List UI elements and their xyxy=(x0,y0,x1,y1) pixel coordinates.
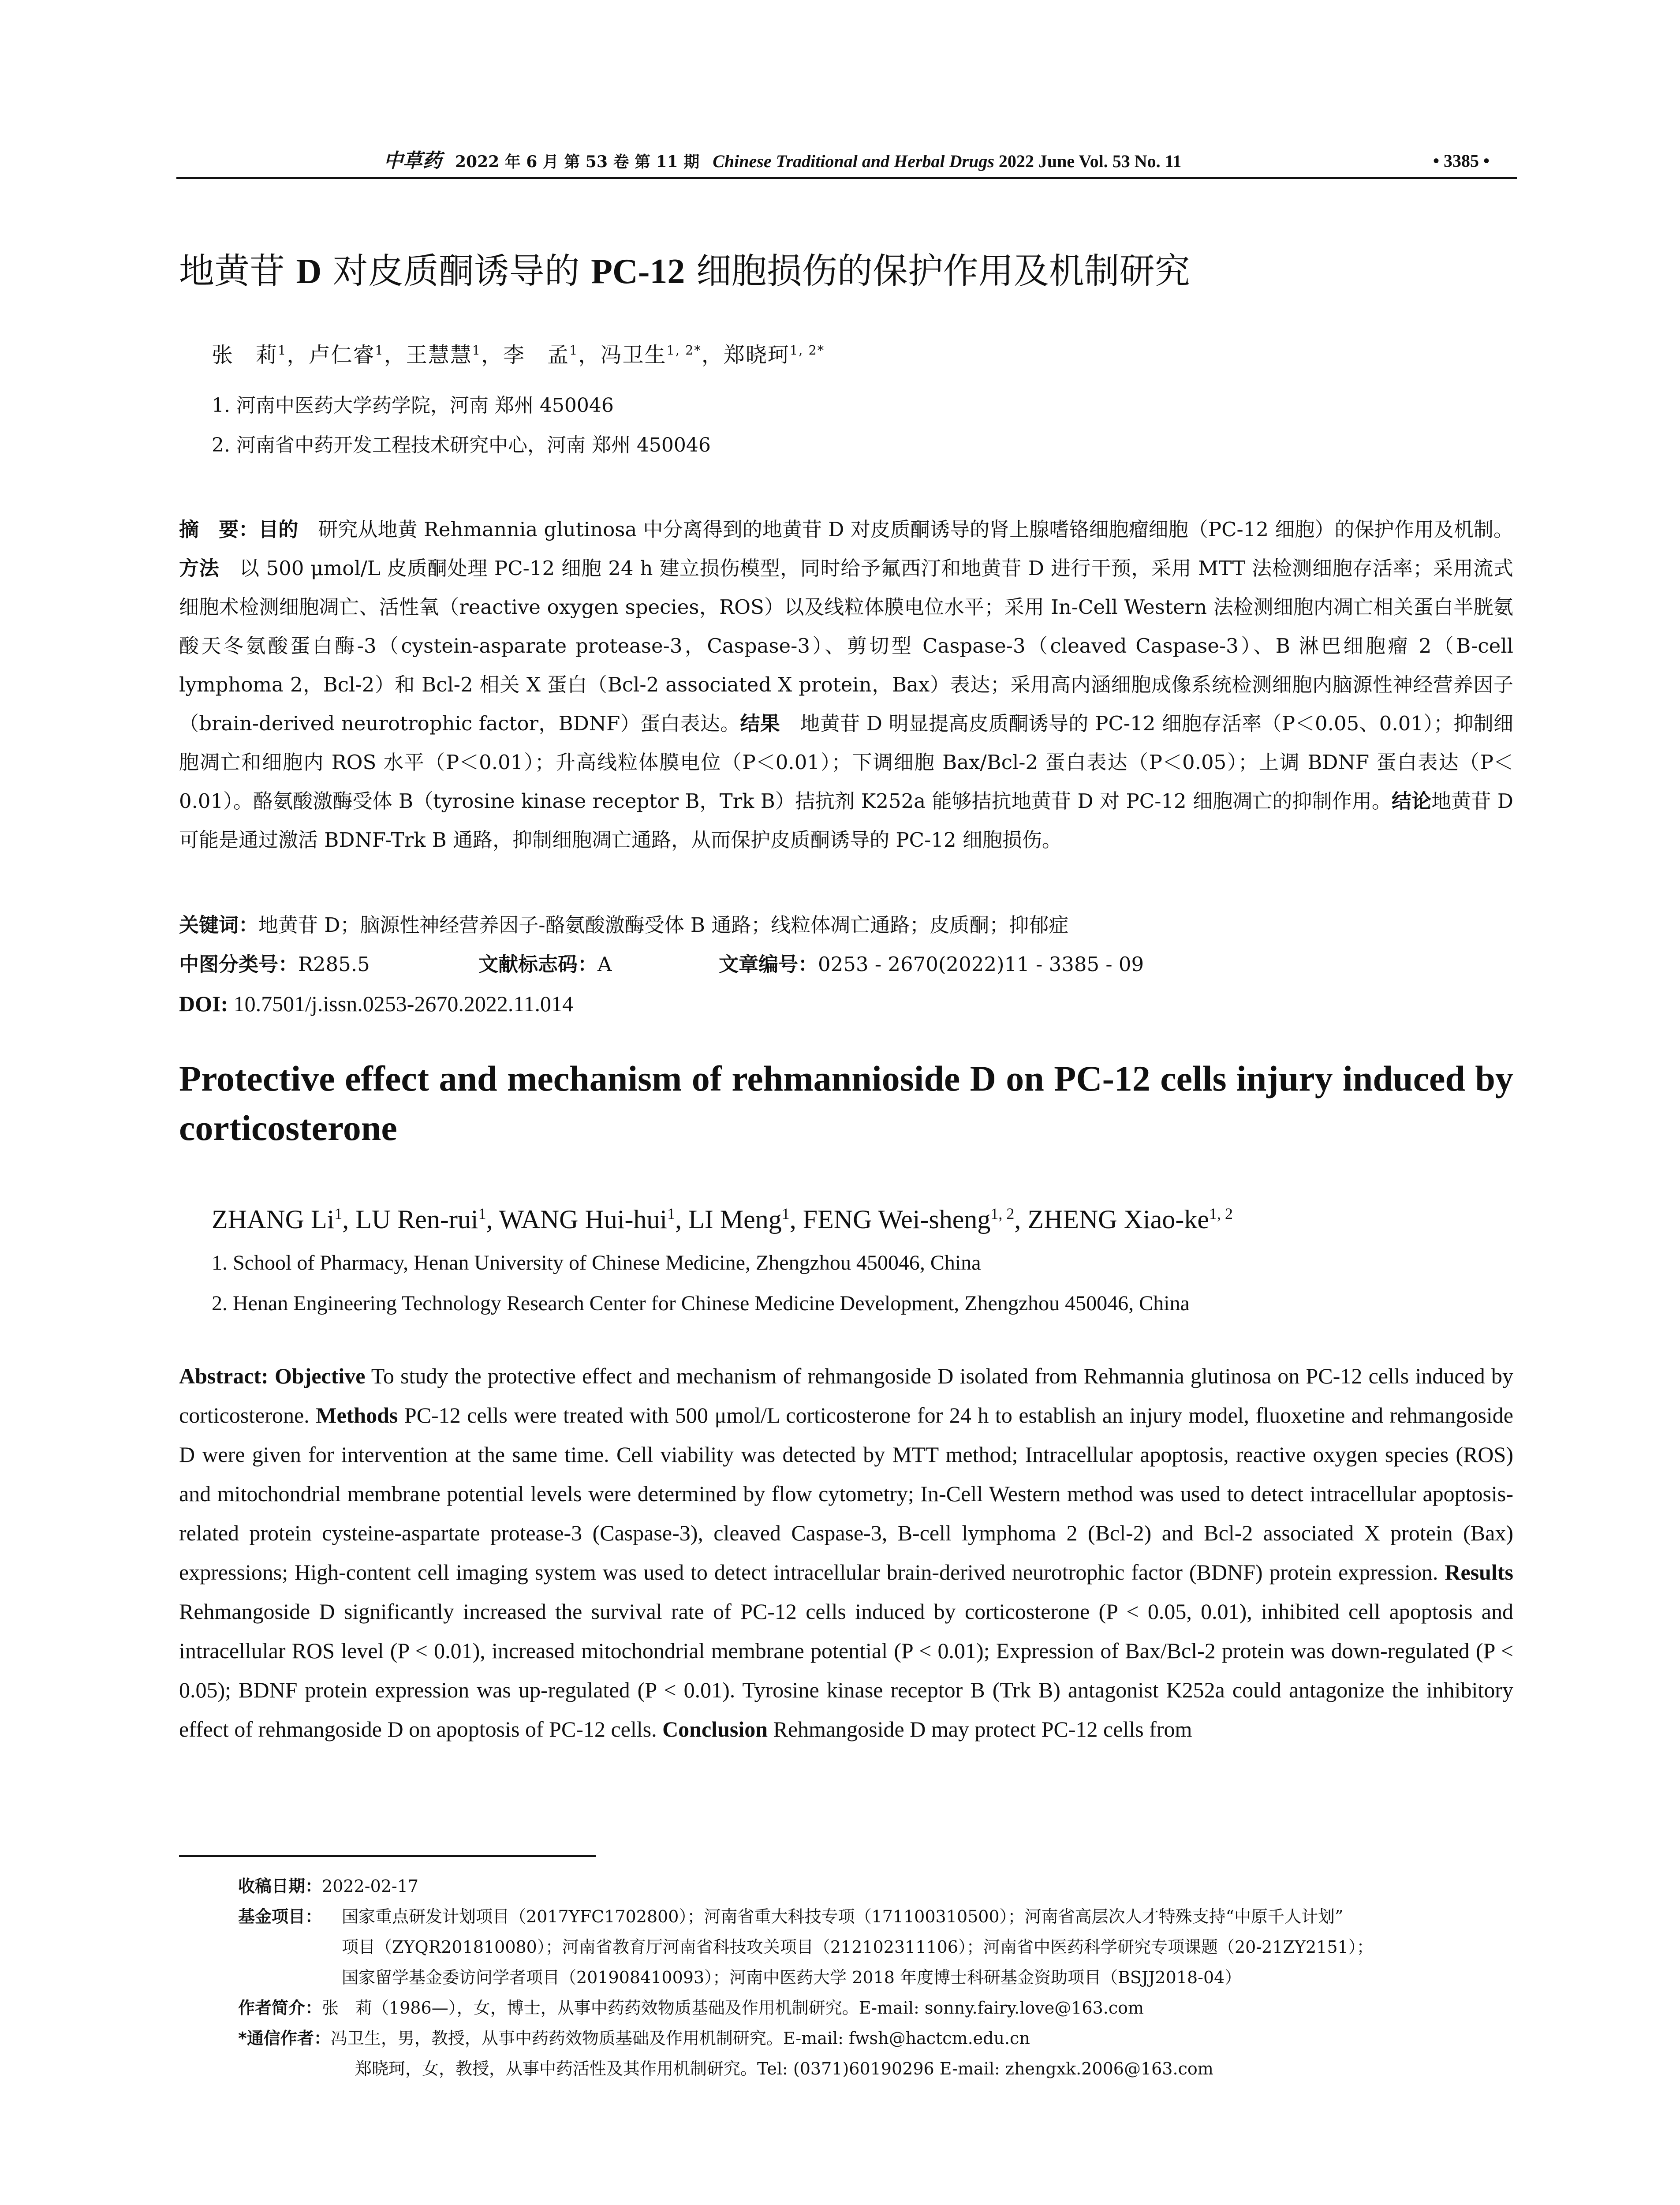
conclusion-text: Rehmangoside D may protect PC-12 cells from xyxy=(768,1717,1192,1742)
classification-line xyxy=(179,945,370,984)
author-affiliation-mark: 1 xyxy=(478,1205,486,1222)
author-name: 张 莉 xyxy=(212,343,278,367)
title-cn-part: 对皮质酮诱导的 xyxy=(332,250,580,292)
page-number: • 3385 • xyxy=(1433,151,1490,171)
title-cn-part: 细胞损伤的保护作用及机制研究 xyxy=(696,250,1190,292)
author-affiliation-mark: 1 xyxy=(667,1205,676,1222)
title-en: Protective effect and mechanism of rehmannioside D on PC-12 cells injury induced by corticosterone xyxy=(179,1058,1513,1148)
fund-line-1: 国家重点研发计划项目（2017YFC1702800）；河南省重大科技专项（171100310500）；河南省高层次人才特殊支持“中原千人计划” xyxy=(342,1907,1344,1926)
journal-name-cn: 中草药 xyxy=(384,149,442,172)
keywords-text: 地黄苷 D；脑源性神经营养因子-酪氨酸激酶受体 B 通路；线粒体凋亡通路；皮质酮；抑郁症 xyxy=(258,913,1069,937)
abstract-label: Abstract: xyxy=(179,1364,275,1388)
results-text: Rehmangoside D significantly increased the survival rate of PC-12 cells induced by corticosterone (P < 0.05, 0.01), inhibited cell apoptosis and intracellular ROS level (P < 0.01), increased mitochondrial membrane potential (P < 0.01); Expression of Bax/Bcl-2 protein was down-regulated (P < 0.05); BDNF protein expression was up-regulated (P < 0.01). Tyrosine kinase receptor B (Trk B) antagonist K252a could antagonize the inhibitory effect of rehmangoside D on apoptosis of PC-12 cells. xyxy=(179,1599,1513,1742)
author-name: WANG Hui-hui xyxy=(499,1205,668,1234)
header-rule xyxy=(176,177,1517,179)
affiliation-en-2: 2. Henan Engineering Technology Research Center for Chinese Medicine Development, Zhengzhou 450046, China xyxy=(212,1292,1190,1315)
article-number xyxy=(719,945,1144,984)
author-intro-label: 作者简介： xyxy=(238,1998,322,2018)
title-cn-part: PC-12 xyxy=(591,252,685,291)
objective-label: 目的 xyxy=(258,518,299,541)
conclusion-text: 地黄苷 D 可能是通过激活 BDNF-Trk B 通路，抑制细胞凋亡通路，从而保护皮质酮诱导的 PC-12 细胞损伤。 xyxy=(179,789,1513,852)
author-name: 卢仁睿 xyxy=(309,343,375,367)
running-header xyxy=(384,146,1181,176)
clc-value: R285.5 xyxy=(298,953,370,976)
author-affiliation-mark: 1 xyxy=(278,343,287,358)
objective-text: 研究从地黄 Rehmannia glutinosa 中分离得到的地黄苷 D 对皮质酮诱导的肾上腺嗜铬细胞瘤细胞（PC-12 细胞）的保护作用及机制。 xyxy=(298,518,1513,541)
author-affiliation-mark: 1, 2* xyxy=(789,343,825,358)
author-affiliation-mark: 1 xyxy=(781,1205,790,1222)
corresponding-text-1: 冯卫生，男，教授，从事中药药效物质基础及作用机制研究。E-mail: fwsh@hactcm.edu.cn xyxy=(330,2029,1030,2048)
author-affiliation-mark: 1 xyxy=(334,1205,343,1222)
keywords-cn xyxy=(179,906,1068,945)
affiliation-cn-1: 1. 河南中医药大学药学院，河南 郑州 450046 xyxy=(212,394,614,417)
issue-cn: 2022 年 6 月 第 53 卷 第 11 期 xyxy=(455,153,700,171)
title-cn-part: D xyxy=(296,252,322,291)
author-name: ZHENG Xiao-ke xyxy=(1027,1205,1209,1234)
author-affiliation-mark: 1 xyxy=(375,343,384,358)
fund-line-3: 国家留学基金委访问学者项目（201908410093）；河南中医药大学 2018 年度博士科研基金资助项目（BSJJ2018-04） xyxy=(342,1968,1242,1987)
fund-label-text: 基金项目： xyxy=(238,1907,322,1926)
methods-label: 方法 xyxy=(179,557,220,580)
results-text: 地黄苷 D 明显提高皮质酮诱导的 PC-12 细胞存活率（P＜0.05、0.01）；抑制细胞凋亡和细胞内 ROS 水平（P＜0.01）；升高线粒体膜电位（P＜0.01）；下调细胞 Bax/Bcl-2 蛋白表达（P＜0.05）；上调 BDNF 蛋白表达（P＜0.01）。酪氨酸激酶受体 B（tyrosine kinase receptor B，Trk B）拮抗剂 K252a 能够拮抗地黄苷 D 对 PC-12 细胞凋亡的抑制作用。 xyxy=(179,712,1513,813)
abstract-en xyxy=(179,1357,1513,1749)
author-affiliation-mark: 1, 2* xyxy=(666,343,702,358)
received-label: 收稿日期： xyxy=(238,1876,322,1896)
conclusion-label: Conclusion xyxy=(662,1717,768,1742)
author-name: LU Ren-rui xyxy=(355,1205,478,1234)
author-intro-text: 张 莉（1986—），女，博士，从事中药药效物质基础及作用机制研究。E-mail: sonny.fairy.love@163.com xyxy=(322,1998,1144,2018)
author-name: 冯卫生 xyxy=(600,343,667,367)
author-name: 王慧慧 xyxy=(406,343,472,367)
doi-value: 10.7501/j.issn.0253-2670.2022.11.014 xyxy=(228,991,573,1016)
author-name: LI Meng xyxy=(688,1205,782,1234)
doc-code-label: 文献标志码： xyxy=(478,953,598,976)
author-affiliation-mark: 1 xyxy=(569,343,579,358)
author-affiliation-mark: 1, 2 xyxy=(1209,1205,1233,1222)
results-label: 结果 xyxy=(740,712,780,735)
doi-line xyxy=(179,984,573,1023)
corresponding-text-2: 郑晓珂，女，教授，从事中药活性及其作用机制研究。Tel: (0371)60190296 E-mail: zhengxk.2006@163.com xyxy=(355,2059,1213,2078)
author-intro xyxy=(238,1993,1144,2023)
affiliation-en-1: 1. School of Pharmacy, Henan University of Chinese Medicine, Zhengzhou 450046, China xyxy=(212,1251,981,1274)
footnote-rule xyxy=(179,1855,596,1857)
keywords-label: 关键词： xyxy=(179,913,259,937)
methods-text: 以 500 μmol/L 皮质酮处理 PC-12 细胞 24 h 建立损伤模型，同时给予氟西汀和地黄苷 D 进行干预，采用 MTT 法检测细胞存活率；采用流式细胞术检测细胞凋亡、活性氧（reactive oxygen species，ROS）以及线粒体膜电位水平；采用 In-Cell Western 法检测细胞内凋亡相关蛋白半胱氨酸天冬氨酸蛋白酶-3（cystein-asparate protease-3，Caspase-3）、剪切型 Caspase-3（cleaved Caspase-3）、B 淋巴细胞瘤 2（B-cell lymphoma 2，Bcl-2）和 Bcl-2 相关 X 蛋白（Bcl-2 associated X protein，Bax）表达；采用高内涵细胞成像系统检测细胞内脑源性神经营养因子（brain-derived neurotrophic factor，BDNF）蛋白表达。 xyxy=(179,557,1513,735)
article-number-label: 文章编号： xyxy=(719,953,818,976)
methods-label: Methods xyxy=(316,1403,398,1428)
author-name: ZHANG Li xyxy=(212,1205,335,1234)
received-date xyxy=(238,1871,418,1902)
corresponding-label: *通信作者： xyxy=(238,2029,331,2048)
author-name: 李 孟 xyxy=(503,343,570,367)
title-cn-part: 地黄苷 xyxy=(179,250,285,292)
author-name: FENG Wei-sheng xyxy=(803,1205,991,1234)
author-name: 郑晓珂 xyxy=(723,343,790,367)
affiliation-cn-2: 2. 河南省中药开发工程技术研究中心，河南 郑州 450046 xyxy=(212,434,711,456)
fund-label xyxy=(238,1902,322,1932)
doc-code-value: A xyxy=(597,953,612,976)
title-cn xyxy=(179,247,1190,296)
fund-line-2: 项目（ZYQR201810080）；河南省教育厅河南省科技攻关项目（212102311106）；河南省中医药科学研究专项课题（20-21ZY2151）； xyxy=(342,1937,1374,1957)
objective-text: To study the protective effect and mechanism of rehmangoside D isolated from Rehmannia glutinosa on PC-12 cells induced by corticosterone. xyxy=(179,1364,1514,1428)
clc-label: 中图分类号： xyxy=(179,953,299,976)
document-code xyxy=(478,945,612,984)
doi-label: DOI: xyxy=(179,991,228,1016)
objective-label: Objective xyxy=(274,1364,366,1388)
methods-text: PC-12 cells were treated with 500 μmol/L corticosterone for 24 h to establish an injury model, fluoxetine and rehmangoside D were given for intervention at the same time. Cell viability was detected by MTT method; Intracellular apoptosis, reactive oxygen species (ROS) and mitochondrial membrane potential levels were determined by flow cytometry; In-Cell Western method was used to detect intracellular apoptosis-related protein cysteine-aspartate protease-3 (Caspase-3), cleaved Caspase-3, B-cell lymphoma 2 (Bcl-2) and Bcl-2 associated X protein (Bax) expressions; High-content cell imaging system was used to detect intracellular brain-derived neurotrophic factor (BDNF) protein expression. xyxy=(179,1403,1514,1585)
abstract-label: 摘 要： xyxy=(179,518,259,541)
journal-name-en: Chinese Traditional and Herbal Drugs xyxy=(713,151,994,171)
corresponding-author xyxy=(238,2023,1030,2054)
authors-cn: 张 莉$^1$，卢仁睿$^1$，王慧慧$^1$，李 孟$^1$，冯卫生$^{1, 2*}$，郑晓珂$^{1, 2*}$ xyxy=(212,343,825,367)
article-number-value: 0253 - 2670(2022)11 - 3385 - 09 xyxy=(818,953,1144,976)
abstract-cn xyxy=(179,510,1513,860)
received-value: 2022-02-17 xyxy=(322,1876,419,1896)
authors-en: ZHANG Li$^1$, LU Ren-rui$^1$, WANG Hui-hui$^1$, LI Meng$^1$, FENG Wei-sheng$^{1, 2}$, ZHENG Xiao-ke$^{1, 2}$ xyxy=(212,1205,1233,1234)
issue-en: 2022 June Vol. 53 No. 11 xyxy=(998,151,1182,171)
author-affiliation-mark: 1, 2 xyxy=(990,1205,1015,1222)
author-affiliation-mark: 1 xyxy=(472,343,482,358)
results-label: Results xyxy=(1445,1560,1513,1585)
conclusion-label: 结论 xyxy=(1392,789,1432,813)
